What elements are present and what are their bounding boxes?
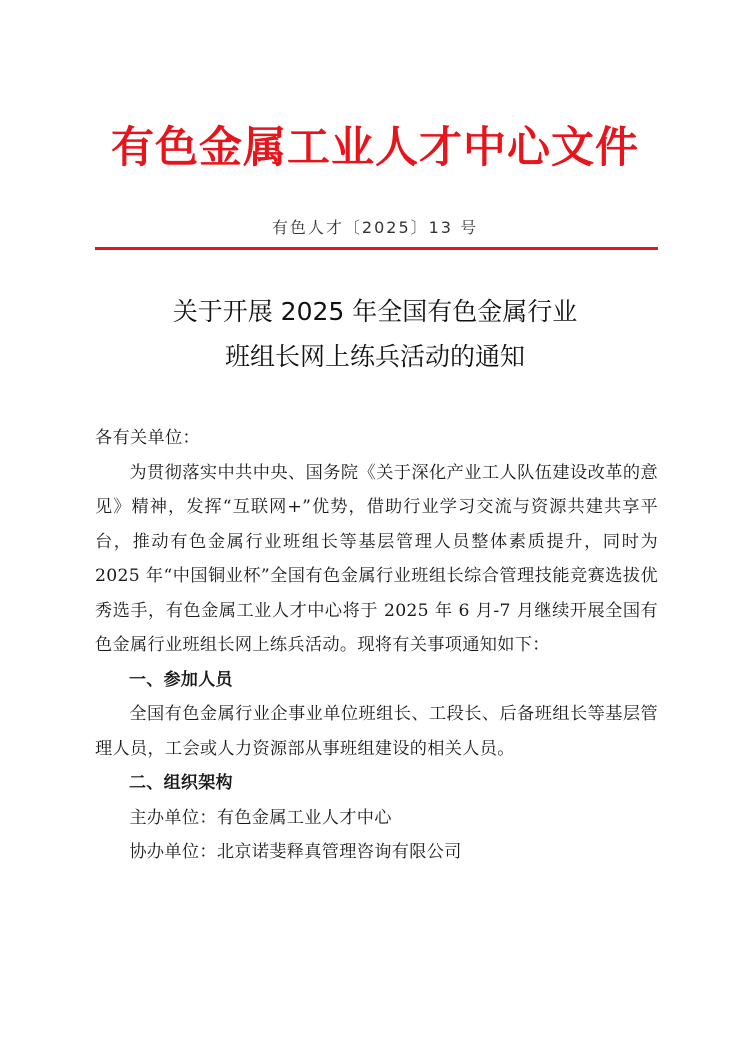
document-number: 有色人才〔2025〕13 号 <box>271 218 479 237</box>
organizer-line: 主办单位：有色金属工业人才中心 <box>129 807 392 828</box>
salutation: 各有关单位： <box>95 428 200 448</box>
co-organizer-line: 协办单位：北京诺斐释真管理咨询有限公司 <box>129 842 462 862</box>
intro-paragraph: 为贯彻落实中共中央、国务院《关于深化产业工人队伍建设改革的意见》精神，发挥“互联网+”优势，借助行业学习交流与资源共建共享平台，推动有色金属行业班组长等基层管理人员整体素质提升，同时为 2025 年“中国铜业杯”全国有色金属行业班组长综合管理技能竞赛选拔优秀选手，有色金属工业人才中心将于 2025 年 6 月-7 月继续开展全国有色金属行业班组长网上练兵活动。现将有关事项通知如下： <box>95 462 658 655</box>
notice-body <box>95 421 658 870</box>
section-2-heading: 二、组织架构 <box>129 773 233 793</box>
section-1-heading: 一、参加人员 <box>129 669 233 690</box>
notice-title-line-2: 班组长网上练兵活动的通知 <box>224 342 525 371</box>
section-1-paragraph: 全国有色金属行业企事业单位班组长、工段长、后备班组长等基层管理人员，工会或人力资源部从事班组建设的相关人员。 <box>95 704 658 759</box>
notice-title-line-1: 关于开展 2025 年全国有色金属行业 <box>172 297 578 326</box>
red-divider-line <box>95 247 658 250</box>
red-header-title: 有色金属工业人才中心文件 <box>111 123 639 173</box>
